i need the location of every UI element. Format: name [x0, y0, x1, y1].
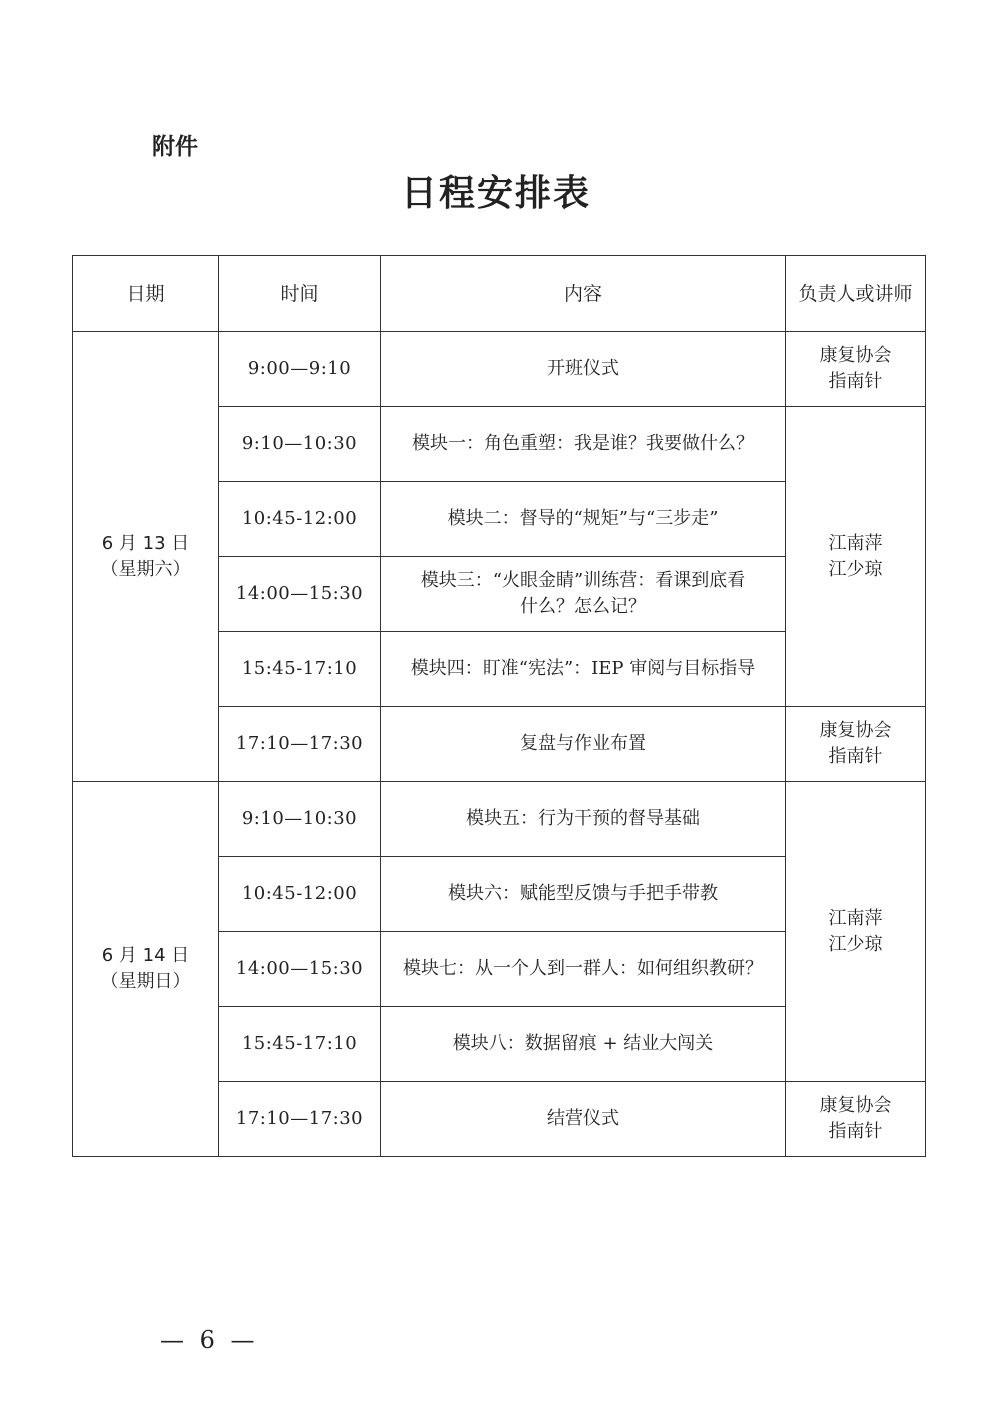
table-header-row — [73, 256, 926, 332]
time-cell: 10:45-12:00 — [219, 857, 381, 932]
time-cell: 14:00—15:30 — [219, 932, 381, 1007]
lecturer-cell — [786, 707, 926, 782]
time-cell: 9:00—9:10 — [219, 332, 381, 407]
lecturer-line: 江南萍 — [828, 532, 883, 554]
page-title: 日程安排表 — [400, 172, 591, 214]
time-cell: 10:45-12:00 — [219, 482, 381, 557]
lecturer-cell — [786, 782, 926, 1082]
lecturer-cell — [786, 407, 926, 707]
lecturer-line: 康复协会 — [819, 1095, 892, 1116]
schedule-table — [72, 255, 926, 1157]
content-line: 什么？怎么记？ — [520, 596, 646, 617]
lecturer-cell — [786, 1082, 926, 1157]
time-cell: 9:10—10:30 — [219, 782, 381, 857]
lecturer-line: 指南针 — [828, 1121, 883, 1142]
attachment-label: 附件 — [152, 134, 198, 160]
lecturer-line: 康复协会 — [819, 720, 892, 741]
time-cell: 14:00—15:30 — [219, 557, 381, 632]
table-row — [73, 782, 926, 857]
time-cell: 15:45-17:10 — [219, 632, 381, 707]
date-cell — [73, 782, 219, 1157]
content-cell: 模块七：从一个人到一群人：如何组织教研？ — [381, 932, 786, 1007]
content-cell: 模块一：角色重塑：我是谁？我要做什么？ — [381, 407, 786, 482]
lecturer-line: 康复协会 — [819, 345, 892, 366]
lecturer-cell — [786, 332, 926, 407]
content-cell: 开班仪式 — [381, 332, 786, 407]
content-cell: 模块四：盯准“宪法”：IEP 审阅与目标指导 — [381, 632, 786, 707]
content-cell: 模块二：督导的“规矩”与“三步走” — [381, 482, 786, 557]
content-cell: 模块五：行为干预的督导基础 — [381, 782, 786, 857]
lecturer-line: 指南针 — [828, 746, 883, 767]
time-cell: 17:10—17:30 — [219, 707, 381, 782]
lecturer-line: 江少琼 — [828, 558, 883, 580]
page-number: — 6 — — [160, 1326, 259, 1354]
time-cell: 17:10—17:30 — [219, 1082, 381, 1157]
content-cell: 结营仪式 — [381, 1082, 786, 1157]
date-text: 6 月 14 日 — [101, 945, 190, 966]
header-time: 时间 — [219, 256, 381, 332]
lecturer-line: 指南针 — [828, 371, 883, 392]
header-content: 内容 — [381, 256, 786, 332]
weekday-text: （星期日） — [100, 971, 191, 992]
time-cell: 9:10—10:30 — [219, 407, 381, 482]
lecturer-line: 江少琼 — [828, 933, 883, 955]
weekday-text: （星期六） — [100, 558, 191, 580]
header-date: 日期 — [73, 256, 219, 332]
content-cell: 模块六：赋能型反馈与手把手带教 — [381, 857, 786, 932]
date-text: 6 月 13 日 — [101, 532, 190, 554]
content-cell: 模块八：数据留痕 + 结业大闯关 — [381, 1007, 786, 1082]
time-cell: 15:45-17:10 — [219, 1007, 381, 1082]
content-cell — [381, 557, 786, 632]
date-cell — [73, 332, 219, 782]
table-row — [73, 332, 926, 407]
header-lecturer: 负责人或讲师 — [786, 256, 926, 332]
lecturer-line: 江南萍 — [828, 907, 883, 929]
content-line: 模块三：“火眼金睛”训练营：看课到底看 — [420, 570, 746, 591]
content-cell: 复盘与作业布置 — [381, 707, 786, 782]
